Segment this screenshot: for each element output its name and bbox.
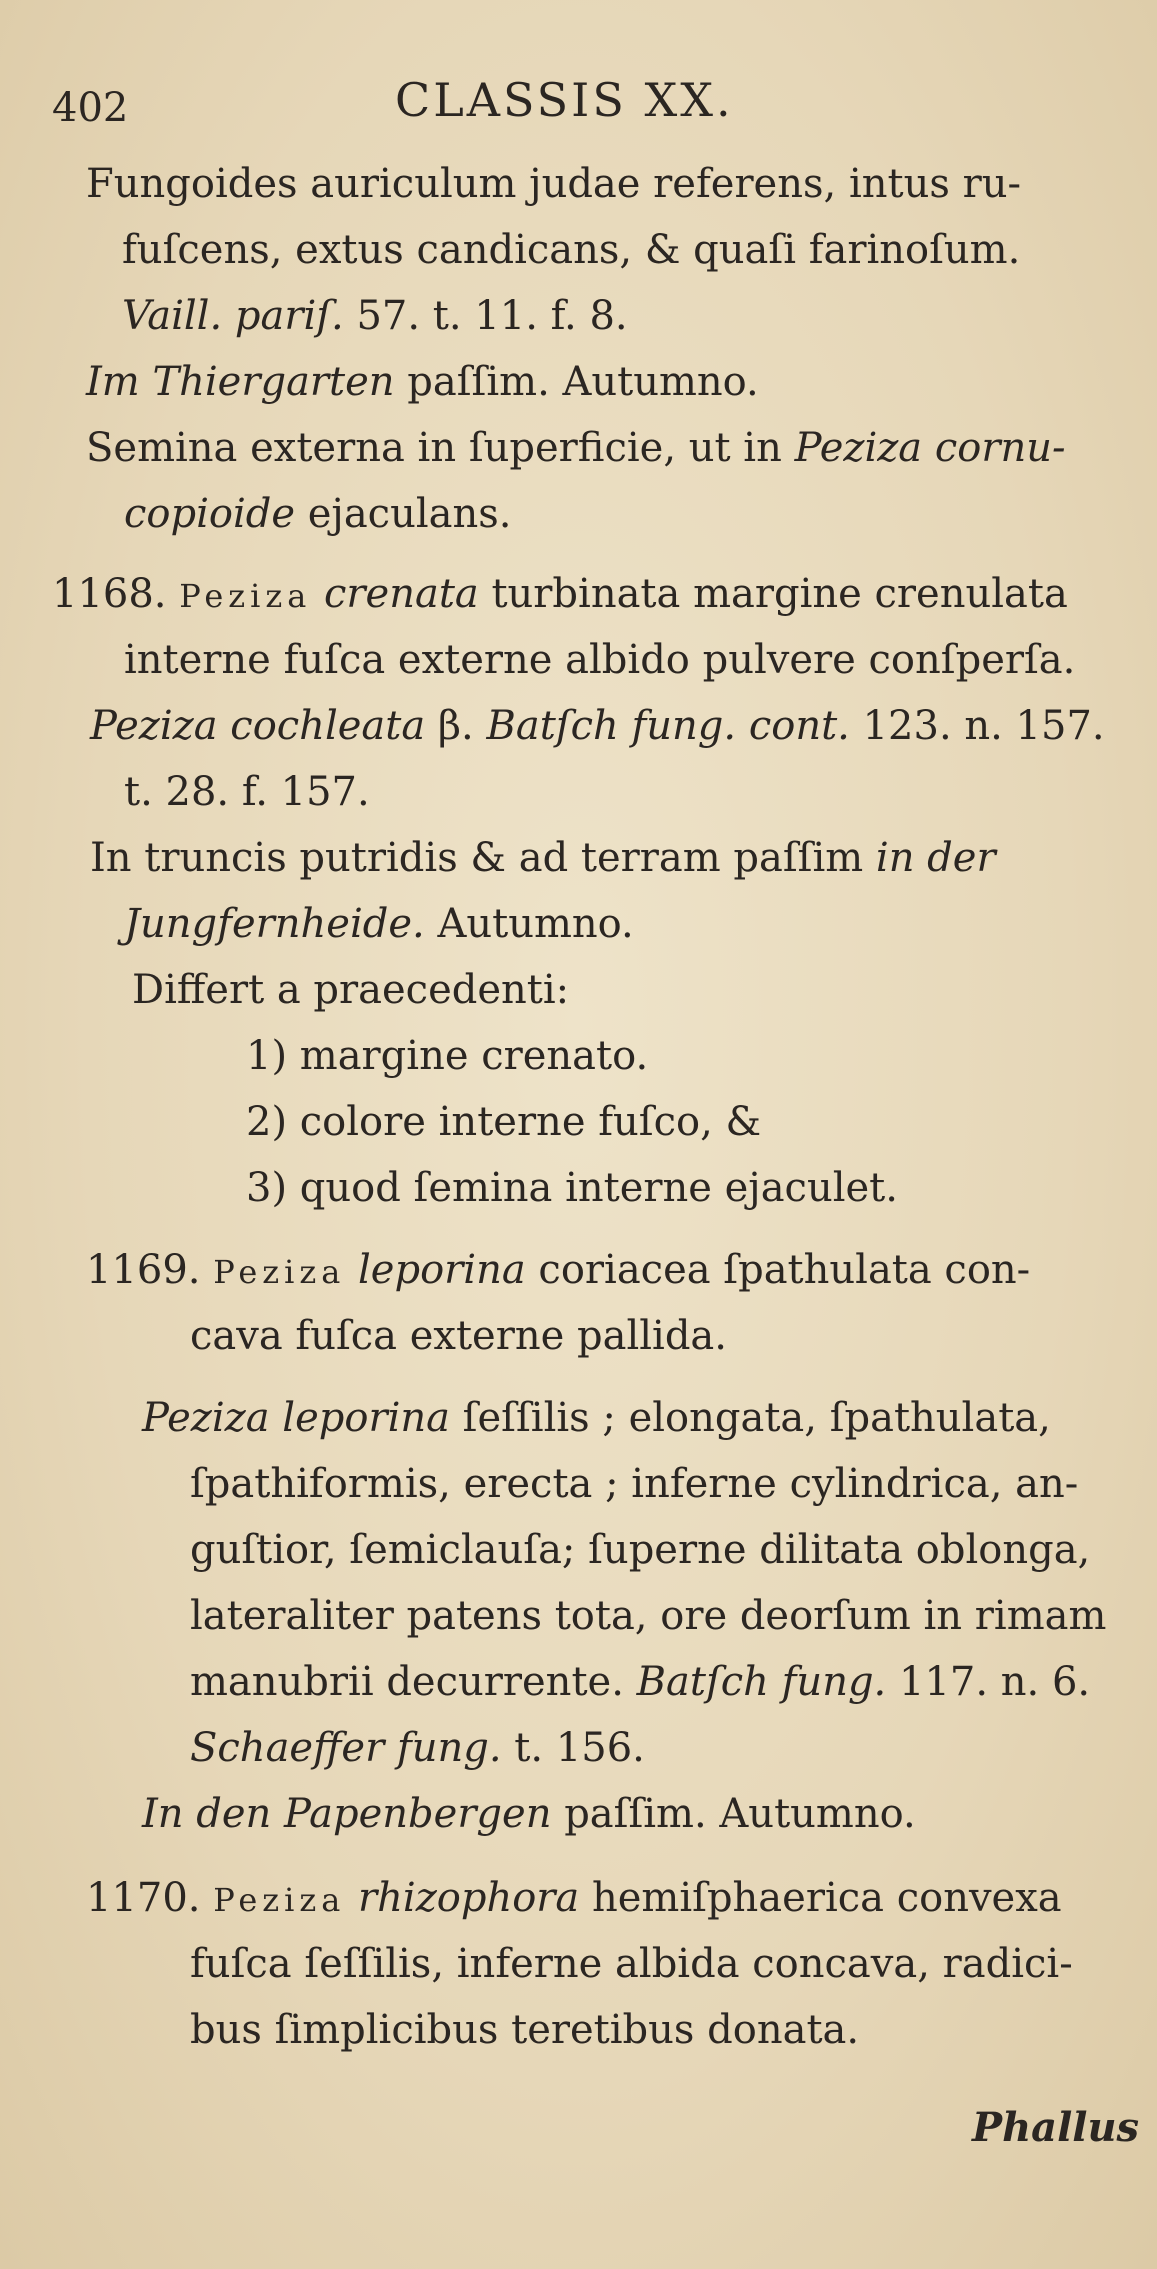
genus-name: Peziza bbox=[213, 1253, 346, 1291]
text-line: Differt a praecedenti: bbox=[132, 967, 570, 1013]
species-name: leporina bbox=[358, 1247, 526, 1293]
text-line: Fungoides auriculum judae referens, intus ru- bbox=[86, 161, 1021, 207]
synonym: Peziza leporina bbox=[142, 1395, 450, 1441]
reference: Batſch fung. bbox=[636, 1659, 887, 1705]
text-line bbox=[86, 358, 759, 406]
text-line bbox=[122, 292, 628, 340]
text-line bbox=[90, 834, 996, 882]
entry-number: 1169. bbox=[86, 1247, 201, 1293]
text-line bbox=[90, 702, 1105, 750]
description: hemiſphaerica convexa bbox=[579, 1875, 1062, 1921]
locality: Jungfernheide. bbox=[124, 901, 425, 947]
description: turbinata margine crenulata bbox=[478, 571, 1068, 617]
text-span: 123. n. 157. bbox=[849, 703, 1105, 749]
entry-number: 1168. bbox=[52, 571, 167, 617]
text-line: cava fuſca externe pallida. bbox=[190, 1313, 727, 1359]
season: Autumno. bbox=[424, 901, 634, 947]
description: coriacea ſpathulata con- bbox=[525, 1247, 1031, 1293]
species-reference: copioide bbox=[124, 491, 296, 537]
habitat: In truncis putridis & ad terram paſſim bbox=[90, 835, 876, 881]
catchword: Phallus bbox=[972, 2104, 1140, 2151]
text-span: β. bbox=[425, 703, 487, 749]
reference: Schaeffer fung. bbox=[190, 1725, 502, 1771]
text-line bbox=[124, 900, 634, 948]
text-line bbox=[190, 1658, 1090, 1706]
text-line: guſtior, ſemiclauſa; ſuperne dilitata oblonga, bbox=[190, 1527, 1091, 1573]
entry-heading bbox=[52, 570, 1068, 620]
list-item: 2) colore interne fuſco, & bbox=[246, 1099, 762, 1145]
genus-name: Peziza bbox=[213, 1881, 346, 1919]
text-span: Semina externa in ſuperficie, ut in bbox=[86, 425, 795, 471]
reference-detail: 57. t. 11. f. 8. bbox=[343, 293, 628, 339]
text-line: ſpathiformis, erecta ; inferne cylindrica, an- bbox=[190, 1461, 1079, 1507]
text-line: fuſcens, extus candicans, & quaſi farinoſum. bbox=[122, 227, 1021, 273]
list-item: 3) quod ſemina interne ejaculet. bbox=[246, 1165, 898, 1211]
text-line bbox=[86, 424, 1066, 472]
species-reference: Peziza cornu- bbox=[794, 425, 1066, 471]
text-line: bus ſimplicibus teretibus donata. bbox=[190, 2007, 860, 2053]
season: paſſim. Autumno. bbox=[394, 359, 759, 405]
text-line bbox=[124, 490, 512, 538]
page-number: 402 bbox=[52, 85, 129, 131]
text-line bbox=[190, 1724, 645, 1772]
reference: Batſch fung. cont. bbox=[486, 703, 850, 749]
locality: In den Papenbergen bbox=[142, 1791, 552, 1837]
running-title: CLASSIS XX. bbox=[395, 73, 734, 127]
entry-heading bbox=[86, 1874, 1062, 1924]
list-item: 1) margine crenato. bbox=[246, 1033, 649, 1079]
text-line: interne fuſca externe albido pulvere conſperſa. bbox=[124, 637, 1076, 683]
text-line bbox=[142, 1394, 1051, 1442]
locality: Im Thiergarten bbox=[86, 359, 395, 405]
entry-heading bbox=[86, 1246, 1030, 1296]
text-line: lateraliter patens tota, ore deorſum in rimam bbox=[190, 1593, 1107, 1639]
text-line: fuſca ſeſſilis, inferne albida concava, radici- bbox=[190, 1941, 1073, 1987]
season: paſſim. Autumno. bbox=[551, 1791, 916, 1837]
text-span: ejaculans. bbox=[295, 491, 512, 537]
genus-name: Peziza bbox=[179, 577, 312, 615]
locality: in der bbox=[875, 835, 996, 881]
text-span: ſeſſilis ; elongata, ſpathulata, bbox=[449, 1395, 1051, 1441]
reference: Vaill. pariſ. bbox=[122, 293, 344, 339]
species-name: crenata bbox=[324, 571, 479, 617]
text-span: 117. n. 6. bbox=[886, 1659, 1091, 1705]
text-line: t. 28. f. 157. bbox=[124, 769, 370, 815]
text-span: t. 156. bbox=[501, 1725, 645, 1771]
synonym: Peziza cochleata bbox=[90, 703, 426, 749]
entry-number: 1170. bbox=[86, 1875, 201, 1921]
species-name: rhizophora bbox=[358, 1875, 580, 1921]
text-span: manubrii decurrente. bbox=[190, 1659, 637, 1705]
text-line bbox=[142, 1790, 916, 1838]
